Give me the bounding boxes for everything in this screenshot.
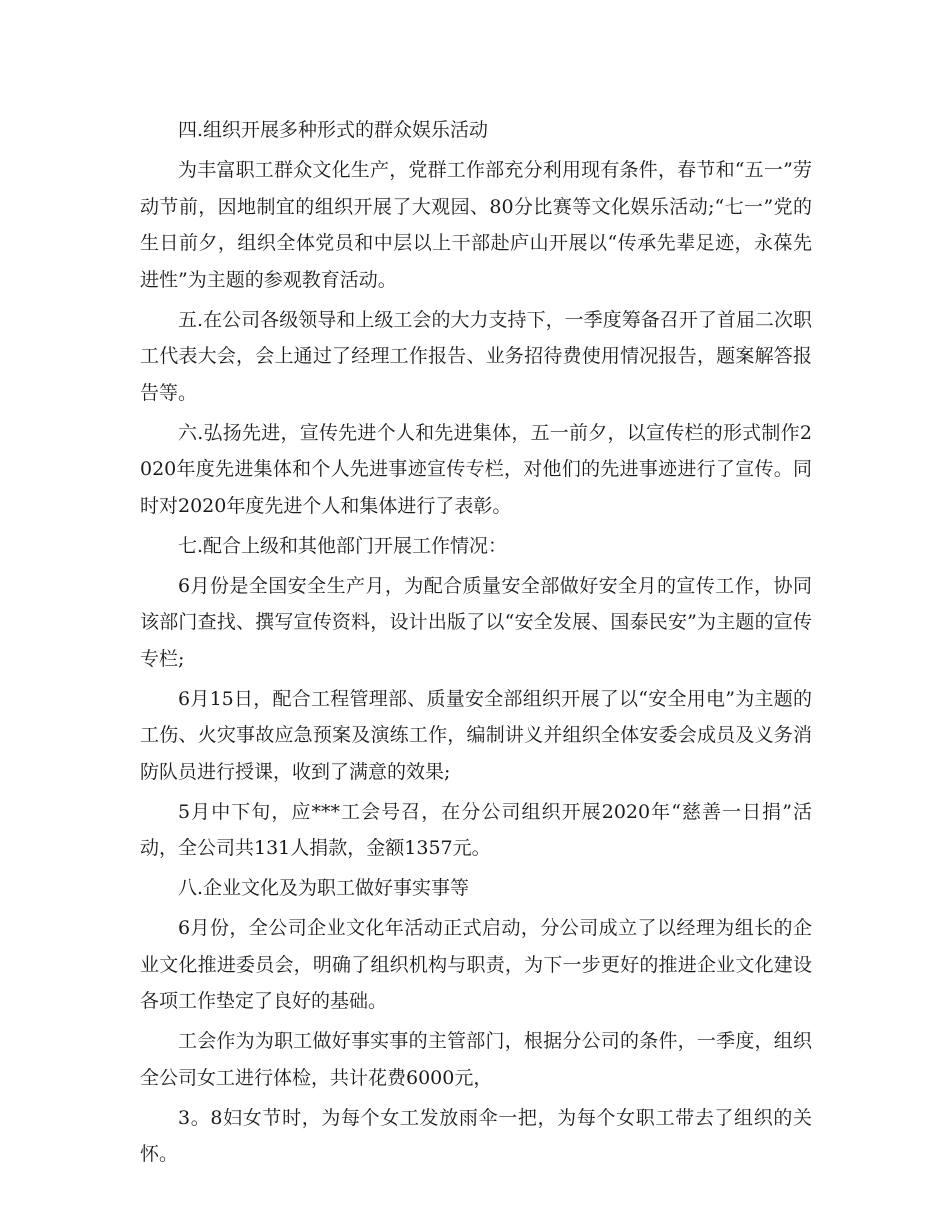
section-5-staff-congress: 五.在公司各级领导和上级工会的大力支持下，一季度筹备召开了首届二次职工代表大会，会上通过了经理工作报告、业务招待费使用情况报告，题案解答报告等。 bbox=[140, 308, 812, 404]
section-6-advanced-promotion: 六.弘扬先进，宣传先进个人和先进集体，五一前夕，以宣传栏的形式制作2020年度先进集体和个人先进事迹宣传专栏，对他们的先进事迹进行了宣传。同时对2020年度先进个人和集体进行了表彰。 bbox=[140, 421, 812, 517]
paragraph-cultural-activities: 为丰富职工群众文化生产，党群工作部充分利用现有条件，春节和“五一”劳动节前，因地制宜的组织开展了大观园、80分比赛等文化娱乐活动;“七一”党的生日前夕，组织全体党员和中层以上干部赴庐山开展以“传承先辈足迹，永葆先进性”为主题的参观教育活动。 bbox=[140, 159, 812, 291]
paragraph-charity-donation: 5月中下旬，应***工会号召，在分公司组织开展2020年“慈善一日捐”活动，全公司共131人捐款，金额1357元。 bbox=[140, 800, 812, 859]
paragraph-electricity-safety: 6月15日，配合工程管理部、质量安全部组织开展了以“安全用电”为主题的工伤、火灾事故应急预案及演练工作，编制讲义并组织全体安委会成员及义务消防队员进行授课，收到了满意的效果; bbox=[140, 687, 812, 783]
paragraph-womens-day: 3。8妇女节时，为每个女工发放雨伞一把，为每个女职工带去了组织的关怀。 bbox=[140, 1106, 812, 1165]
section-heading-8: 八.企业文化及为职工做好事实事等 bbox=[178, 877, 470, 899]
document-body bbox=[140, 112, 812, 1176]
paragraph-health-check: 工会作为为职工做好事实事的主管部门，根据分公司的条件，一季度，组织全公司女工进行体检，共计花费6000元， bbox=[140, 1030, 812, 1089]
section-heading-7: 七.配合上级和其他部门开展工作情况： bbox=[178, 534, 508, 557]
paragraph-safety-month: 6月份是全国安全生产月，为配合质量安全部做好安全月的宣传工作，协同该部门查找、撰写宣传资料，设计出版了以“安全发展、国泰民安”为主题的宣传专栏; bbox=[140, 574, 812, 670]
section-heading-4: 四.组织开展多种形式的群众娱乐活动 bbox=[178, 119, 489, 141]
paragraph-corporate-culture: 6月份，全公司企业文化年活动正式启动，分公司成立了以经理为组长的企业文化推进委员会，明确了组织机构与职责，为下一步更好的推进企业文化建设各项工作垫定了良好的基础。 bbox=[140, 917, 812, 1012]
